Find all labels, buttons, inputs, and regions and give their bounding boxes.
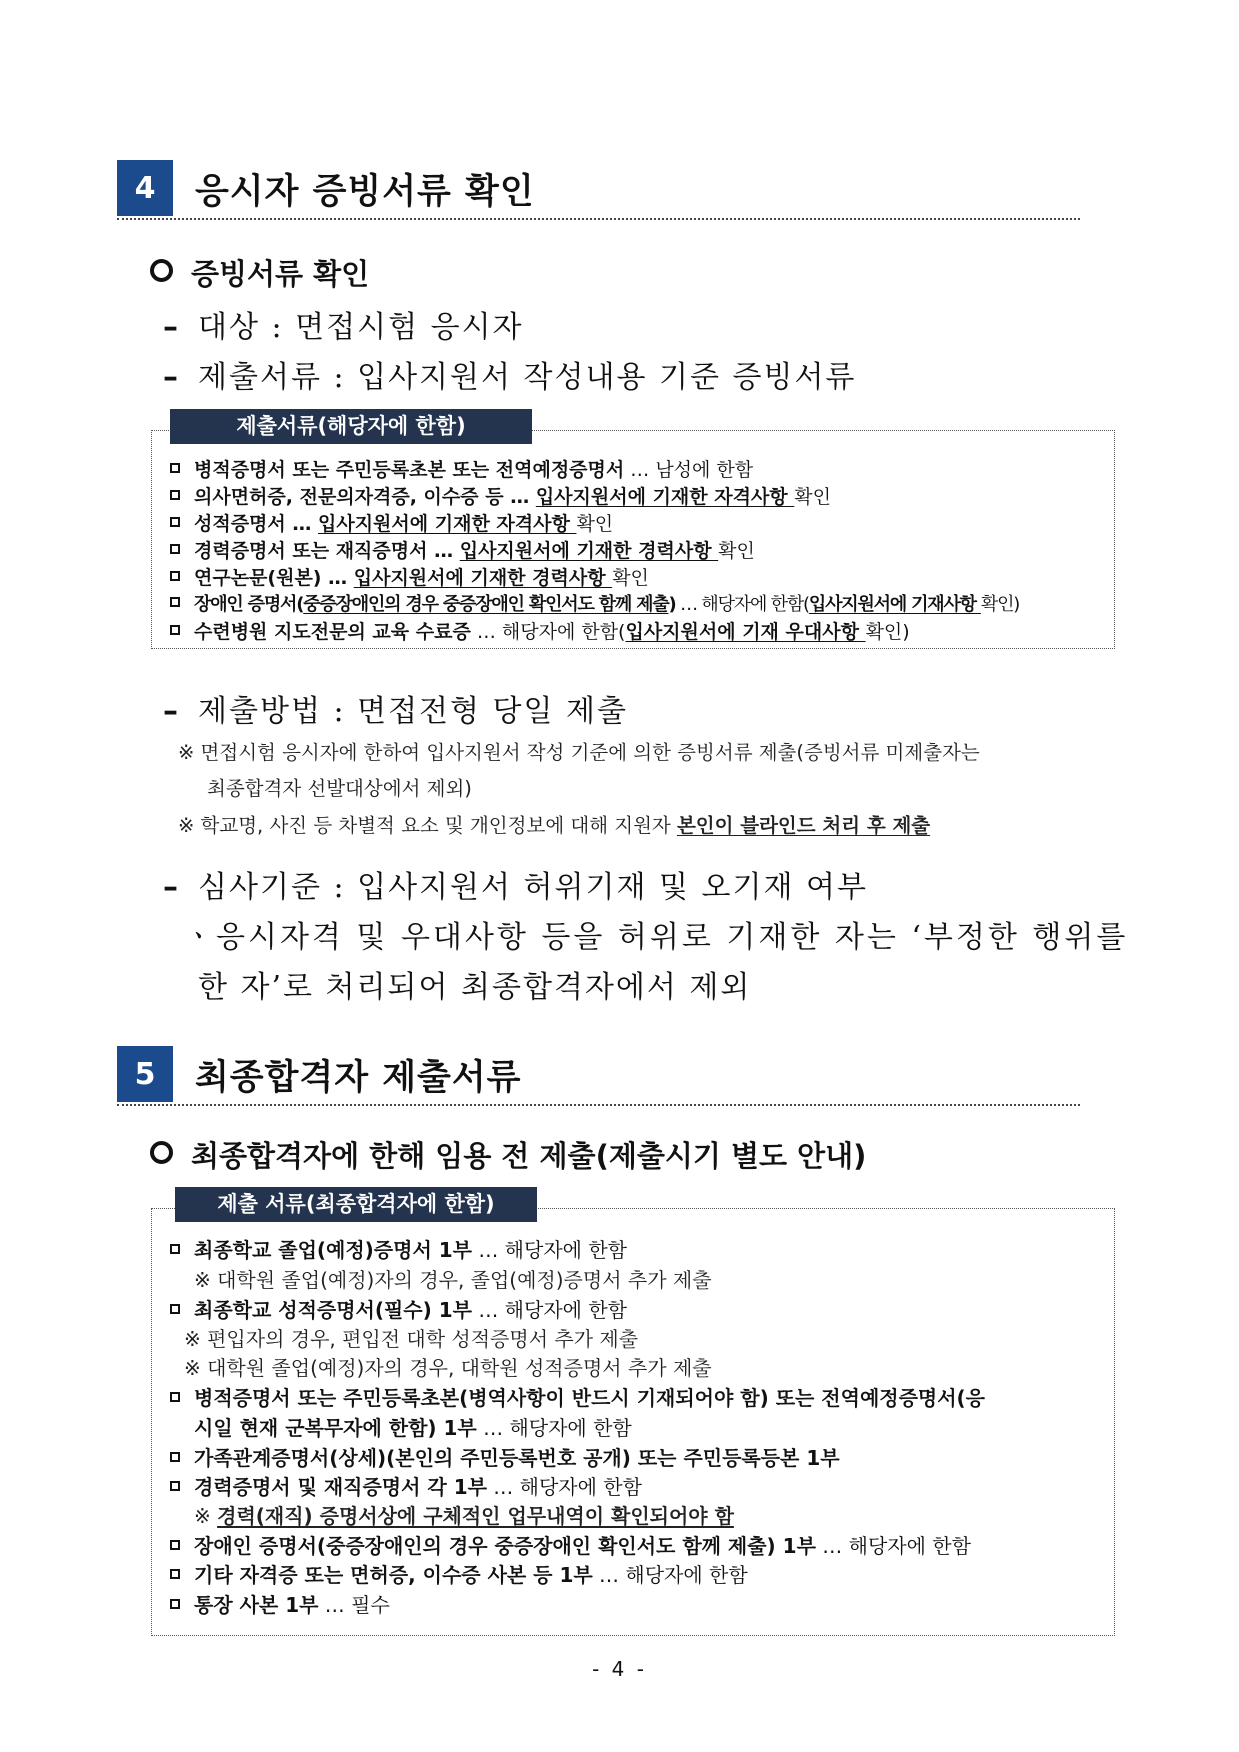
note-line: ※ 면접시험 응시자에 한하여 입사지원서 작성 기준에 의한 증빙서류 제출(증빙서류 미제출자는 <box>178 741 980 764</box>
square-bullet-icon <box>170 1599 180 1609</box>
dash-bullet: – <box>163 694 180 729</box>
item-note: … 필수 <box>318 1593 390 1617</box>
square-bullet-icon <box>170 1392 180 1402</box>
list-item <box>170 482 831 509</box>
list-item <box>170 1589 390 1618</box>
method-text: 제출방법 : 면접전형 당일 제출 <box>198 694 629 729</box>
note-underlined: 경력(재직) 증명서상에 구체적인 업무내역이 확인되어야 함 <box>217 1504 734 1528</box>
item-bold: 가족관계증명서(상세)(본인의 주민등록번호 공개) 또는 주민등록등본 1부 <box>194 1446 840 1470</box>
note-line <box>178 810 930 838</box>
list-item <box>170 509 613 536</box>
list-item-continuation <box>194 1412 632 1441</box>
square-bullet-icon <box>170 597 180 607</box>
item-bold: ) <box>668 594 676 615</box>
item-underlined: 중증장애인의 경우 중증장애인 확인서도 함께 제출 <box>303 594 669 615</box>
circle-heading <box>150 252 369 293</box>
square-bullet-icon <box>170 517 180 527</box>
item-bold: 장애인 증명서( <box>194 594 304 615</box>
item-bold: 의사면허증, 전문의자격증, 이수증 등 … <box>194 486 536 508</box>
documents-box-label: 제출서류(해당자에 한함) <box>170 409 532 444</box>
item-note: … 해당자에 한함 <box>471 1238 627 1262</box>
item-underlined: 입사지원서에 기재한 경력사항 <box>353 567 613 589</box>
item-tail: 확인 <box>576 513 614 535</box>
item-bold: 성적증명서 … <box>194 513 318 535</box>
docs-line-text: 제출서류 : 입사지원서 작성내용 기준 증빙서류 <box>198 360 857 395</box>
list-item <box>170 617 910 644</box>
item-tail: 확인) <box>865 621 910 643</box>
list-item <box>170 1559 748 1588</box>
list-item <box>170 1234 627 1263</box>
item-underlined: 입사지원서에 기재 우대사항 <box>625 621 866 643</box>
circle-heading-text: 증빙서류 확인 <box>191 257 370 291</box>
list-item <box>170 1382 985 1411</box>
note-text: ※ 학교명, 사진 등 차별적 요소 및 개인정보에 대해 지원자 <box>178 814 677 837</box>
item-bold: 연구논문(원본) … <box>194 567 354 589</box>
item-bold: 기타 자격증 또는 면허증, 이수증 사본 등 1부 <box>194 1563 593 1587</box>
item-note: … 해당자에 한함 <box>471 1298 627 1322</box>
item-bold: 통장 사본 1부 <box>194 1593 319 1617</box>
item-note: … 해당자에 한함 <box>592 1563 748 1587</box>
square-bullet-icon <box>170 1304 180 1314</box>
square-bullet-icon <box>170 463 180 473</box>
list-item <box>170 563 649 590</box>
square-bullet-icon <box>170 1540 180 1550</box>
section-4-header <box>117 160 1080 220</box>
circle-bullet-icon <box>150 259 173 282</box>
square-bullet-icon <box>170 1244 180 1254</box>
item-note: … 남성에 한함 <box>624 459 754 481</box>
square-bullet-icon <box>170 490 180 500</box>
item-bold: 경력증명서 및 재직증명서 각 1부 <box>194 1475 487 1499</box>
item-note: … 해당자에 한함( <box>470 621 626 643</box>
item-bold: 최종학교 성적증명서(필수) 1부 <box>194 1298 472 1322</box>
square-bullet-icon <box>170 544 180 554</box>
dash-bullet: – <box>163 360 180 395</box>
target-line <box>163 302 524 346</box>
section-5-header <box>117 1046 1080 1106</box>
section-number-badge: 4 <box>117 160 173 216</box>
final-documents-box-label: 제출 서류(최종합격자에 한함) <box>175 1187 537 1222</box>
item-note: … 해당자에 한함 <box>486 1475 642 1499</box>
note-line: ※ 편입자의 경우, 편입전 대학 성적증명서 추가 제출 <box>184 1327 639 1351</box>
item-bold: 장애인 증명서(중증장애인의 경우 중증장애인 확인서도 함께 제출) 1부 <box>194 1534 816 1558</box>
section-title: 최종합격자 제출서류 <box>195 1058 522 1098</box>
item-bold: 병적증명서 또는 주민등록초본(병역사항이 반드시 기재되어야 함) 또는 전역예정증명서(응 <box>194 1386 986 1410</box>
bullet-line: ㆍ응시자격 및 우대사항 등을 허위로 기재한 자는 ‘부정한 행위를 <box>184 920 1129 955</box>
square-bullet-icon <box>170 571 180 581</box>
dash-bullet: – <box>163 870 180 905</box>
method-line <box>163 686 628 730</box>
note-line: 최종합격자 선발대상에서 제외) <box>207 777 472 800</box>
note-mark: ※ <box>194 1504 218 1528</box>
list-item <box>170 1530 971 1559</box>
item-bold: 병적증명서 또는 주민등록초본 또는 전역예정증명서 <box>194 459 625 481</box>
square-bullet-icon <box>170 1569 180 1579</box>
list-item <box>170 1471 642 1500</box>
square-bullet-icon <box>170 1452 180 1462</box>
note-line: ※ 대학원 졸업(예정)자의 경우, 대학원 성적증명서 추가 제출 <box>184 1356 712 1380</box>
item-underlined: 입사지원서에 기재사항 <box>808 594 981 615</box>
target-text: 대상 : 면접시험 응시자 <box>198 310 524 345</box>
page-number: - 4 - <box>592 1657 647 1681</box>
circle-heading-text: 최종합격자에 한해 임용 전 제출(제출시기 별도 안내) <box>191 1139 867 1173</box>
item-underlined: 입사지원서에 기재한 자격사항 <box>318 513 577 535</box>
item-tail: 확인 <box>718 540 755 562</box>
section-number-badge: 5 <box>117 1046 173 1102</box>
item-underlined: 입사지원서에 기재한 자격사항 <box>535 486 795 508</box>
item-tail: 확인) <box>980 594 1020 615</box>
item-note: … 해당자에 한함 <box>815 1534 971 1558</box>
item-bold: 최종학교 졸업(예정)증명서 1부 <box>194 1238 472 1262</box>
item-note: … 해당자에 한함 <box>476 1416 632 1440</box>
item-tail: 확인 <box>794 486 831 508</box>
note-underlined: 본인이 블라인드 처리 후 제출 <box>676 814 931 837</box>
section-title: 응시자 증빙서류 확인 <box>195 172 535 212</box>
square-bullet-icon <box>170 625 180 635</box>
item-tail: 확인 <box>612 567 649 589</box>
item-bold: 시일 현재 군복무자에 한함) 1부 <box>194 1416 477 1440</box>
item-bold: 수련병원 지도전문의 교육 수료증 <box>194 621 471 643</box>
bullet-line: 한 자’로 처리되어 최종합격자에서 제외 <box>198 970 752 1005</box>
list-item <box>170 590 1019 616</box>
docs-line <box>163 352 856 396</box>
square-bullet-icon <box>170 1481 180 1491</box>
item-bold: 경력증명서 또는 재직증명서 … <box>194 540 460 562</box>
list-item <box>170 1294 627 1323</box>
dash-bullet: – <box>163 310 180 345</box>
list-item <box>170 536 755 563</box>
list-item <box>170 1442 840 1471</box>
circle-bullet-icon <box>150 1141 173 1164</box>
note-line: ※ 대학원 졸업(예정)자의 경우, 졸업(예정)증명서 추가 제출 <box>194 1268 712 1292</box>
criteria-line <box>163 862 868 906</box>
item-underlined: 입사지원서에 기재한 경력사항 <box>459 540 719 562</box>
note-line <box>194 1500 734 1529</box>
circle-heading <box>150 1134 866 1175</box>
criteria-text: 심사기준 : 입사지원서 허위기재 및 오기재 여부 <box>198 870 868 905</box>
item-note: … 해당자에 한함( <box>675 594 809 615</box>
list-item <box>170 455 753 482</box>
